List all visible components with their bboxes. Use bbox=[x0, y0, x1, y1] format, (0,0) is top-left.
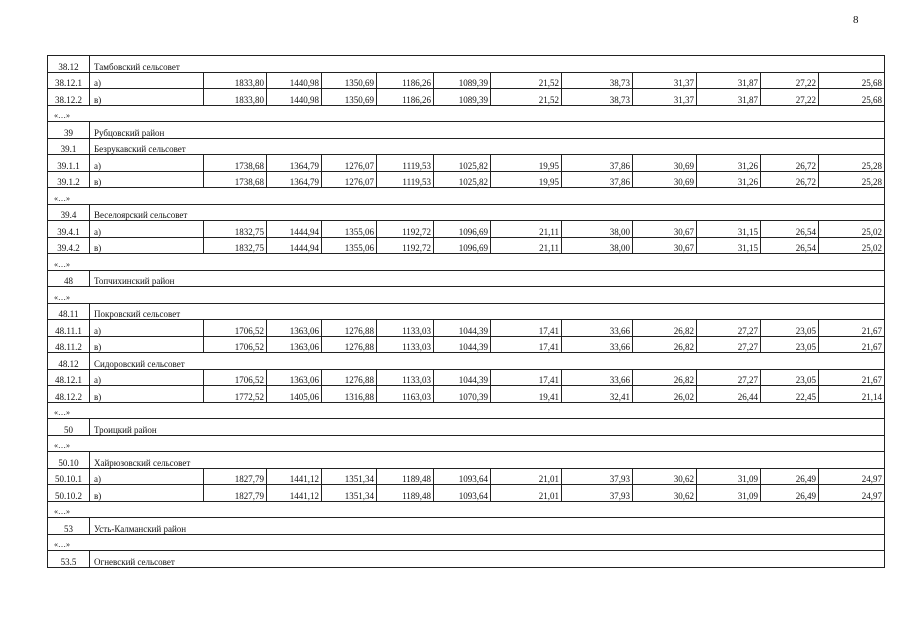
tariff-value: 27,22 bbox=[761, 72, 819, 89]
tariff-value: 1044,39 bbox=[434, 320, 491, 337]
section-header-row bbox=[48, 551, 885, 568]
row-code: 48.11.1 bbox=[48, 320, 90, 337]
tariff-value: 31,87 bbox=[697, 72, 761, 89]
tariff-value: 1706,52 bbox=[204, 369, 267, 386]
tariff-value: 21,67 bbox=[819, 320, 885, 337]
tariff-value: 21,52 bbox=[491, 72, 562, 89]
tariff-value: 1833,80 bbox=[204, 89, 267, 106]
tariff-value: 1096,69 bbox=[434, 237, 491, 254]
section-name: Веселоярский сельсовет bbox=[90, 204, 885, 221]
row-code: 50.10.1 bbox=[48, 468, 90, 485]
section-name: Хайрюзовский сельсовет bbox=[90, 452, 885, 469]
tariff-value: 1364,79 bbox=[267, 171, 322, 188]
tariff-value: 1827,79 bbox=[204, 468, 267, 485]
tariff-value: 1276,07 bbox=[322, 155, 377, 172]
tariff-value: 1025,82 bbox=[434, 171, 491, 188]
table-row bbox=[48, 320, 885, 337]
omitted-rows-marker: «…» bbox=[48, 435, 885, 452]
tariff-value: 1025,82 bbox=[434, 155, 491, 172]
tariff-value: 37,93 bbox=[562, 485, 633, 502]
ellipsis-row bbox=[48, 188, 885, 205]
tariff-value: 31,09 bbox=[697, 468, 761, 485]
tariff-value: 30,67 bbox=[633, 237, 697, 254]
section-code: 39.1 bbox=[48, 138, 90, 155]
tariff-value: 1119,53 bbox=[377, 171, 434, 188]
tariff-value: 1440,98 bbox=[267, 89, 322, 106]
tariff-value: 27,27 bbox=[697, 369, 761, 386]
tariff-value: 1192,72 bbox=[377, 221, 434, 238]
tariff-value: 1351,34 bbox=[322, 468, 377, 485]
tariff-value: 1096,69 bbox=[434, 221, 491, 238]
table-row bbox=[48, 485, 885, 502]
tariff-value: 1133,03 bbox=[377, 336, 434, 353]
tariff-value: 1133,03 bbox=[377, 369, 434, 386]
tariff-value: 31,26 bbox=[697, 171, 761, 188]
tariff-value: 1832,75 bbox=[204, 237, 267, 254]
section-name: Усть-Калманский район bbox=[90, 518, 885, 535]
row-code: 38.12.1 bbox=[48, 72, 90, 89]
tariff-value: 1363,06 bbox=[267, 320, 322, 337]
tariff-value: 1350,69 bbox=[322, 89, 377, 106]
row-code: 48.11.2 bbox=[48, 336, 90, 353]
tariff-value: 21,01 bbox=[491, 468, 562, 485]
section-name: Сидоровский сельсовет bbox=[90, 353, 885, 370]
tariff-value: 1276,07 bbox=[322, 171, 377, 188]
tariff-value: 1163,03 bbox=[377, 386, 434, 403]
tariff-value: 31,15 bbox=[697, 221, 761, 238]
tariff-value: 1276,88 bbox=[322, 336, 377, 353]
tariff-value: 21,11 bbox=[491, 221, 562, 238]
tariff-value: 1276,88 bbox=[322, 369, 377, 386]
tariff-value: 32,41 bbox=[562, 386, 633, 403]
row-code: 48.12.1 bbox=[48, 369, 90, 386]
section-header-row bbox=[48, 270, 885, 287]
tariff-value: 1355,06 bbox=[322, 221, 377, 238]
tariff-value: 1363,06 bbox=[267, 369, 322, 386]
tariff-value: 21,01 bbox=[491, 485, 562, 502]
tariff-value: 1189,48 bbox=[377, 485, 434, 502]
tariff-value: 1738,68 bbox=[204, 171, 267, 188]
tariff-value: 26,82 bbox=[633, 369, 697, 386]
tariff-value: 26,54 bbox=[761, 237, 819, 254]
tariff-value: 1444,94 bbox=[267, 221, 322, 238]
row-label: а) bbox=[90, 468, 204, 485]
section-name: Огневский сельсовет bbox=[90, 551, 885, 568]
tariff-value: 33,66 bbox=[562, 336, 633, 353]
section-header-row bbox=[48, 138, 885, 155]
table-row bbox=[48, 171, 885, 188]
tariff-value: 1316,88 bbox=[322, 386, 377, 403]
ellipsis-row bbox=[48, 105, 885, 122]
tariff-value: 17,41 bbox=[491, 320, 562, 337]
tariff-value: 19,95 bbox=[491, 171, 562, 188]
tariff-value: 1706,52 bbox=[204, 320, 267, 337]
section-name: Троицкий район bbox=[90, 419, 885, 436]
tariff-value: 26,82 bbox=[633, 336, 697, 353]
table-row bbox=[48, 72, 885, 89]
tariff-value: 25,68 bbox=[819, 72, 885, 89]
tariff-value: 19,41 bbox=[491, 386, 562, 403]
tariff-value: 1070,39 bbox=[434, 386, 491, 403]
tariff-value: 1833,80 bbox=[204, 72, 267, 89]
row-label: а) bbox=[90, 72, 204, 89]
omitted-rows-marker: «…» bbox=[48, 402, 885, 419]
tariff-value: 1350,69 bbox=[322, 72, 377, 89]
section-name: Безрукавский сельсовет bbox=[90, 138, 885, 155]
section-header-row bbox=[48, 419, 885, 436]
table-row bbox=[48, 155, 885, 172]
row-label: а) bbox=[90, 155, 204, 172]
table-row bbox=[48, 468, 885, 485]
table-row bbox=[48, 89, 885, 106]
row-code: 50.10.2 bbox=[48, 485, 90, 502]
ellipsis-row bbox=[48, 534, 885, 551]
section-header-row bbox=[48, 56, 885, 73]
tariff-value: 27,27 bbox=[697, 336, 761, 353]
section-code: 50 bbox=[48, 419, 90, 436]
tariff-value: 1351,34 bbox=[322, 485, 377, 502]
tariff-value: 24,97 bbox=[819, 468, 885, 485]
tariff-value: 1363,06 bbox=[267, 336, 322, 353]
omitted-rows-marker: «…» bbox=[48, 501, 885, 518]
tariff-value: 25,68 bbox=[819, 89, 885, 106]
tariff-value: 38,73 bbox=[562, 89, 633, 106]
tariff-value: 31,87 bbox=[697, 89, 761, 106]
table-body bbox=[48, 56, 885, 568]
tariff-value: 21,67 bbox=[819, 336, 885, 353]
tariff-value: 31,37 bbox=[633, 72, 697, 89]
tariff-value: 17,41 bbox=[491, 336, 562, 353]
tariff-value: 1044,39 bbox=[434, 336, 491, 353]
section-code: 39.4 bbox=[48, 204, 90, 221]
tariff-value: 30,69 bbox=[633, 171, 697, 188]
tariff-value: 1444,94 bbox=[267, 237, 322, 254]
row-code: 39.4.2 bbox=[48, 237, 90, 254]
tariff-value: 1832,75 bbox=[204, 221, 267, 238]
tariff-value: 27,22 bbox=[761, 89, 819, 106]
omitted-rows-marker: «…» bbox=[48, 287, 885, 304]
row-code: 39.1.1 bbox=[48, 155, 90, 172]
tariff-value: 22,45 bbox=[761, 386, 819, 403]
tariff-value: 33,66 bbox=[562, 320, 633, 337]
tariff-value: 1044,39 bbox=[434, 369, 491, 386]
section-header-row bbox=[48, 518, 885, 535]
tariff-value: 21,52 bbox=[491, 89, 562, 106]
tariff-value: 26,49 bbox=[761, 485, 819, 502]
tariff-value: 31,37 bbox=[633, 89, 697, 106]
tariff-value: 23,05 bbox=[761, 369, 819, 386]
tariff-value: 38,73 bbox=[562, 72, 633, 89]
tariff-value: 30,67 bbox=[633, 221, 697, 238]
tariff-value: 1405,06 bbox=[267, 386, 322, 403]
row-label: в) bbox=[90, 485, 204, 502]
tariff-value: 1441,12 bbox=[267, 485, 322, 502]
ellipsis-row bbox=[48, 501, 885, 518]
omitted-rows-marker: «…» bbox=[48, 534, 885, 551]
tariff-value: 1441,12 bbox=[267, 468, 322, 485]
table-row bbox=[48, 386, 885, 403]
tariff-value: 1133,03 bbox=[377, 320, 434, 337]
tariff-value: 21,11 bbox=[491, 237, 562, 254]
ellipsis-row bbox=[48, 287, 885, 304]
tariff-value: 1186,26 bbox=[377, 72, 434, 89]
row-label: а) bbox=[90, 320, 204, 337]
tariff-value: 23,05 bbox=[761, 320, 819, 337]
tariff-table-container bbox=[47, 55, 884, 568]
section-header-row bbox=[48, 303, 885, 320]
table-row bbox=[48, 221, 885, 238]
section-code: 48.11 bbox=[48, 303, 90, 320]
ellipsis-row bbox=[48, 435, 885, 452]
section-code: 38.12 bbox=[48, 56, 90, 73]
tariff-value: 25,02 bbox=[819, 221, 885, 238]
tariff-value: 1440,98 bbox=[267, 72, 322, 89]
row-code: 38.12.2 bbox=[48, 89, 90, 106]
tariff-value: 33,66 bbox=[562, 369, 633, 386]
section-header-row bbox=[48, 353, 885, 370]
row-code: 39.1.2 bbox=[48, 171, 90, 188]
section-name: Топчихинский район bbox=[90, 270, 885, 287]
section-name: Тамбовский сельсовет bbox=[90, 56, 885, 73]
tariff-value: 31,15 bbox=[697, 237, 761, 254]
tariff-value: 21,14 bbox=[819, 386, 885, 403]
table-row bbox=[48, 369, 885, 386]
tariff-value: 1186,26 bbox=[377, 89, 434, 106]
section-header-row bbox=[48, 204, 885, 221]
row-label: а) bbox=[90, 221, 204, 238]
tariff-value: 30,62 bbox=[633, 485, 697, 502]
tariff-value: 1706,52 bbox=[204, 336, 267, 353]
section-name: Покровский сельсовет bbox=[90, 303, 885, 320]
tariff-value: 26,44 bbox=[697, 386, 761, 403]
tariff-value: 1093,64 bbox=[434, 485, 491, 502]
section-code: 53 bbox=[48, 518, 90, 535]
tariff-value: 1827,79 bbox=[204, 485, 267, 502]
tariff-value: 26,02 bbox=[633, 386, 697, 403]
tariff-value: 21,67 bbox=[819, 369, 885, 386]
row-code: 48.12.2 bbox=[48, 386, 90, 403]
tariff-value: 25,28 bbox=[819, 171, 885, 188]
ellipsis-row bbox=[48, 402, 885, 419]
tariff-value: 37,93 bbox=[562, 468, 633, 485]
section-code: 48.12 bbox=[48, 353, 90, 370]
tariff-value: 30,69 bbox=[633, 155, 697, 172]
tariff-value: 17,41 bbox=[491, 369, 562, 386]
ellipsis-row bbox=[48, 254, 885, 271]
tariff-value: 1355,06 bbox=[322, 237, 377, 254]
tariff-value: 1364,79 bbox=[267, 155, 322, 172]
tariff-value: 37,86 bbox=[562, 171, 633, 188]
tariff-value: 26,82 bbox=[633, 320, 697, 337]
tariff-value: 38,00 bbox=[562, 221, 633, 238]
tariff-value: 38,00 bbox=[562, 237, 633, 254]
tariff-value: 31,09 bbox=[697, 485, 761, 502]
section-code: 50.10 bbox=[48, 452, 90, 469]
tariff-value: 26,49 bbox=[761, 468, 819, 485]
tariff-value: 26,72 bbox=[761, 155, 819, 172]
section-code: 53.5 bbox=[48, 551, 90, 568]
tariff-value: 24,97 bbox=[819, 485, 885, 502]
tariff-table bbox=[47, 55, 885, 568]
tariff-value: 1276,88 bbox=[322, 320, 377, 337]
row-label: в) bbox=[90, 386, 204, 403]
tariff-value: 1189,48 bbox=[377, 468, 434, 485]
tariff-value: 1772,52 bbox=[204, 386, 267, 403]
section-header-row bbox=[48, 122, 885, 139]
omitted-rows-marker: «…» bbox=[48, 254, 885, 271]
section-code: 39 bbox=[48, 122, 90, 139]
section-header-row bbox=[48, 452, 885, 469]
tariff-value: 1089,39 bbox=[434, 72, 491, 89]
section-name: Рубцовский район bbox=[90, 122, 885, 139]
tariff-value: 1192,72 bbox=[377, 237, 434, 254]
tariff-value: 1093,64 bbox=[434, 468, 491, 485]
row-label: в) bbox=[90, 171, 204, 188]
tariff-value: 25,02 bbox=[819, 237, 885, 254]
section-code: 48 bbox=[48, 270, 90, 287]
tariff-value: 26,54 bbox=[761, 221, 819, 238]
tariff-value: 30,62 bbox=[633, 468, 697, 485]
tariff-value: 19,95 bbox=[491, 155, 562, 172]
table-row bbox=[48, 336, 885, 353]
tariff-value: 31,26 bbox=[697, 155, 761, 172]
tariff-value: 1089,39 bbox=[434, 89, 491, 106]
row-label: в) bbox=[90, 336, 204, 353]
tariff-value: 1119,53 bbox=[377, 155, 434, 172]
omitted-rows-marker: «…» bbox=[48, 105, 885, 122]
tariff-value: 27,27 bbox=[697, 320, 761, 337]
row-label: в) bbox=[90, 237, 204, 254]
tariff-value: 23,05 bbox=[761, 336, 819, 353]
omitted-rows-marker: «…» bbox=[48, 188, 885, 205]
tariff-value: 37,86 bbox=[562, 155, 633, 172]
page-number: 8 bbox=[853, 14, 859, 26]
row-label: в) bbox=[90, 89, 204, 106]
tariff-value: 25,28 bbox=[819, 155, 885, 172]
table-row bbox=[48, 237, 885, 254]
tariff-value: 1738,68 bbox=[204, 155, 267, 172]
row-code: 39.4.1 bbox=[48, 221, 90, 238]
tariff-value: 26,72 bbox=[761, 171, 819, 188]
row-label: а) bbox=[90, 369, 204, 386]
